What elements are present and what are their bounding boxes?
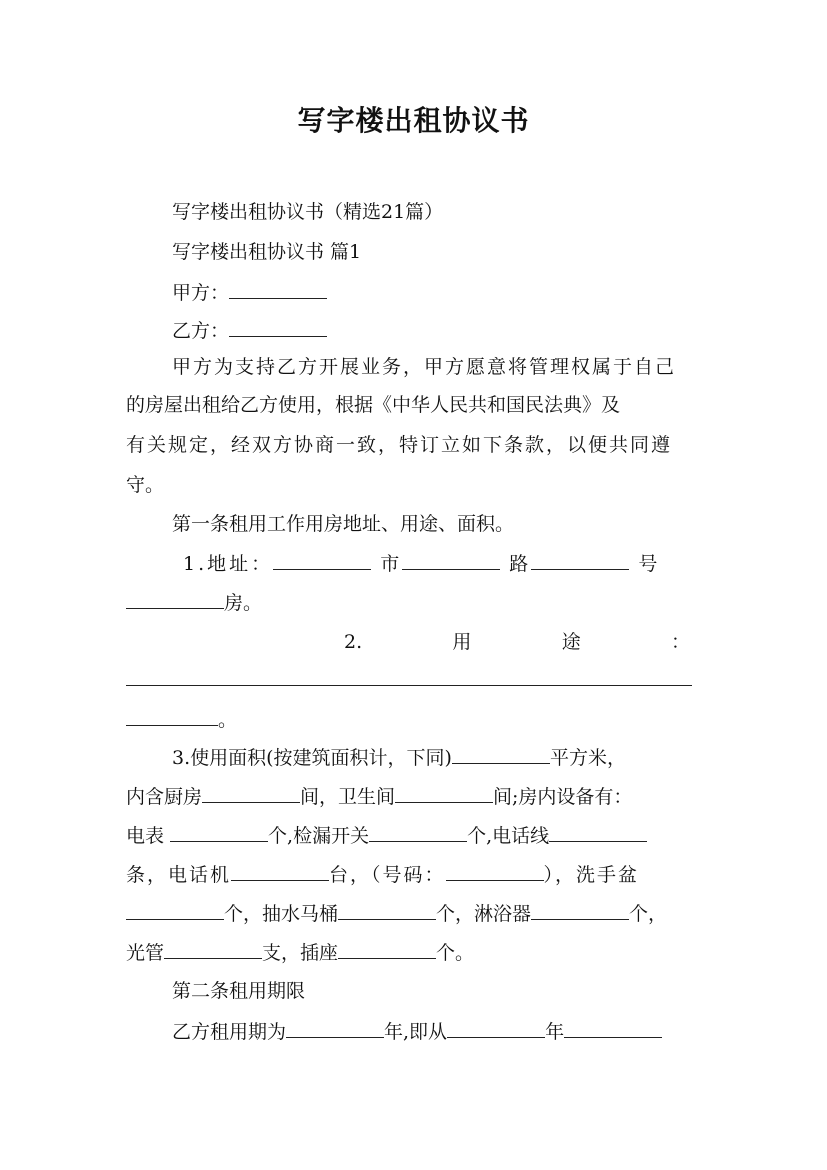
socket-unit: 个。 xyxy=(436,942,475,964)
usage-number: 2. xyxy=(344,631,363,653)
tube-label: 光管 xyxy=(126,942,165,964)
paragraph-line: 守。 xyxy=(126,474,165,496)
shower-label: 个，淋浴器 xyxy=(436,903,532,925)
toilet-line xyxy=(126,901,667,926)
socket-blank xyxy=(338,940,436,959)
city-blank xyxy=(273,551,371,570)
term-label: 乙方租用期为 xyxy=(172,1021,287,1043)
paragraph-line: 有关规定，经双方协商一致，特订立如下条款，以便共同遵 xyxy=(126,434,673,456)
phone-number-blank xyxy=(446,862,544,881)
washbasin-label: ），洗手盆 xyxy=(543,864,640,886)
bathroom-blank xyxy=(395,784,493,803)
phone-unit-label: 条，电话机 xyxy=(126,864,232,886)
toilet-blank xyxy=(338,901,436,920)
term-start-year-blank xyxy=(447,1019,545,1038)
kitchen-label: 内含厨房 xyxy=(126,786,203,808)
article-2-heading: 第二条租用期限 xyxy=(172,980,306,1002)
party-b-label: 乙方： xyxy=(172,320,230,342)
paragraph-line: 的房屋出租给乙方使用，根据《中华人民共和国民法典》及 xyxy=(126,394,621,416)
equipment-label: 间;房内设备有： xyxy=(493,786,633,808)
room-blank xyxy=(126,590,224,609)
bathroom-label: 间，卫生间 xyxy=(300,786,396,808)
road-blank xyxy=(402,551,500,570)
area-line xyxy=(172,745,626,770)
address-label: 1.地址： xyxy=(183,553,274,575)
phone-line-blank xyxy=(549,823,647,842)
meter-label: 电表 xyxy=(126,825,171,847)
party-b-line xyxy=(172,318,327,343)
usage-char-2: 途 xyxy=(561,631,581,653)
phone-line xyxy=(126,862,639,887)
number-blank xyxy=(531,551,629,570)
road-label: 路 xyxy=(509,553,532,575)
phone-blank xyxy=(231,862,329,881)
usage-end: 。 xyxy=(218,709,238,731)
area-unit: 平方米， xyxy=(549,747,626,769)
paragraph-line: 甲方为支持乙方开展业务，甲方愿意将管理权属于自己 xyxy=(172,356,677,378)
leak-switch-label: 个,检漏开关 xyxy=(268,825,370,847)
tube-blank xyxy=(164,940,262,959)
washbasin-blank xyxy=(126,901,224,920)
subtitle-line: 写字楼出租协议书（精选21篇） xyxy=(172,201,444,223)
leak-switch-blank xyxy=(369,823,467,842)
shower-blank xyxy=(531,901,629,920)
socket-label: 支，插座 xyxy=(262,942,339,964)
address-room-line xyxy=(126,590,262,615)
usage-end-line xyxy=(126,707,237,732)
party-a-label: 甲方： xyxy=(172,282,230,304)
section-heading: 写字楼出租协议书 篇1 xyxy=(172,241,362,263)
usage-line xyxy=(344,630,690,654)
usage-colon: ： xyxy=(670,631,690,653)
term-start-month-blank xyxy=(564,1019,662,1038)
address-line xyxy=(183,551,660,576)
term-line xyxy=(172,1019,662,1044)
usage-blank-rule xyxy=(126,685,692,686)
usage-char-1: 用 xyxy=(452,631,472,653)
kitchen-line xyxy=(126,784,632,809)
shower-unit: 个， xyxy=(629,903,668,925)
tube-line xyxy=(126,940,474,965)
term-year-label: 年 xyxy=(545,1021,565,1043)
toilet-label: 个，抽水马桶 xyxy=(224,903,339,925)
party-b-blank xyxy=(229,318,327,337)
party-a-blank xyxy=(229,280,327,299)
party-a-line xyxy=(172,280,327,305)
city-label: 市 xyxy=(380,553,403,575)
term-from-label: 年,即从 xyxy=(384,1021,448,1043)
meter-blank xyxy=(170,823,268,842)
area-blank xyxy=(452,745,550,764)
phone-line-label: 个,电话线 xyxy=(467,825,550,847)
document-title: 写字楼出租协议书 xyxy=(297,104,530,137)
number-label: 号 xyxy=(638,553,661,575)
kitchen-blank xyxy=(202,784,300,803)
usage-blank xyxy=(126,707,218,726)
phone-number-label: 台，（号码： xyxy=(329,864,446,886)
room-label: 房。 xyxy=(224,592,263,614)
term-years-blank xyxy=(286,1019,384,1038)
article-1-heading: 第一条租用工作用房地址、用途、面积。 xyxy=(172,513,515,535)
area-label: 3.使用面积(按建筑面积计，下同) xyxy=(172,747,452,769)
meter-line xyxy=(126,823,647,848)
